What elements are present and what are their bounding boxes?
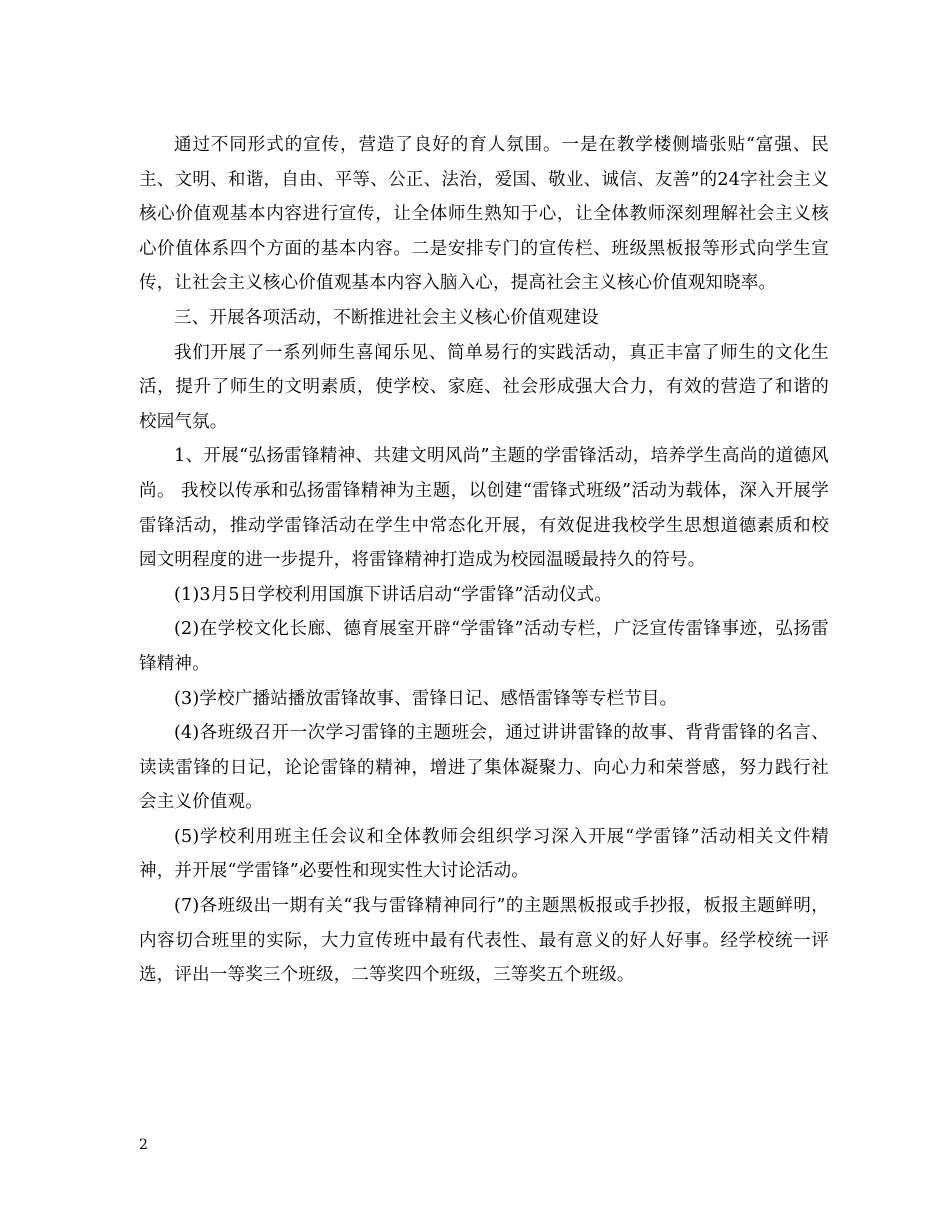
list-item-5: (5)学校利用班主任会议和全体教师会组织学习深入开展“学雷锋”活动相关文件精神，并开展“学雷锋”必要性和现实性大讨论活动。 bbox=[139, 826, 829, 882]
paragraph-lei-feng-campaign: 1、开展“弘扬雷锋精神、共建文明风尚”主题的学雷锋活动，培养学生高尚的道德风尚。 我校以传承和弘扬雷锋精神为主题，以创建“雷锋式班级”活动为载体，深入开展学雷锋活动，推动学雷锋活动在学生中常态化开展，有效促进我校学生思想道德素质和校园文明程度的进一步提升，将雷锋精神打造成为校园温暖最持久的符号。 bbox=[139, 446, 829, 571]
list-item-3: (3)学校广播站播放雷锋故事、雷锋日记、感悟雷锋等专栏节目。 bbox=[174, 688, 678, 709]
list-item-1: (1)3月5日学校利用国旗下讲话启动“学雷锋”活动仪式。 bbox=[174, 584, 613, 605]
paragraph-publicity: 通过不同形式的宣传，营造了良好的育人氛围。一是在教学楼侧墙张贴“富强、民主、文明、和谐，自由、平等、公正、法治，爱国、敬业、诚信、友善”的24字社会主义核心价值观基本内容进行宣传，让全体师生熟知于心，让全体教师深刻理解社会主义核心价值体系四个方面的基本内容。二是安排专门的宣传栏、班级黑板报等形式向学生宣传，让社会主义核心价值观基本内容入脑入心，提高社会主义核心价值观知晓率。 bbox=[139, 135, 829, 294]
list-item-4: (4)各班级召开一次学习雷锋的主题班会，通过讲讲雷锋的故事、背背雷锋的名言、读读雷锋的日记，论论雷锋的精神，增进了集体凝聚力、向心力和荣誉感，努力践行社会主义价值观。 bbox=[139, 723, 829, 813]
section-heading-activities: 三、开展各项活动，不断推进社会主义核心价值观建设 bbox=[174, 307, 599, 328]
list-item-2: (2)在学校文化长廊、德育展室开辟“学雷锋”活动专栏，广泛宣传雷锋事迹，弘扬雷锋精神。 bbox=[139, 619, 829, 674]
page-number: 2 bbox=[139, 1137, 148, 1153]
list-item-7: (7)各班级出一期有关“我与雷锋精神同行”的主题黑板报或手抄报，板报主题鲜明，内容切合班里的实际，大力宣传班中最有代表性、最有意义的好人好事。经学校统一评选，评出一等奖三个班级，二等奖四个班级，三等奖五个班级。 bbox=[139, 896, 829, 986]
paragraph-practice-activities: 我们开展了一系列师生喜闻乐见、简单易行的实践活动，真正丰富了师生的文化生活，提升了师生的文明素质，使学校、家庭、社会形成强大合力，有效的营造了和谐的校园气氛。 bbox=[139, 342, 829, 432]
document-body bbox=[139, 128, 829, 993]
